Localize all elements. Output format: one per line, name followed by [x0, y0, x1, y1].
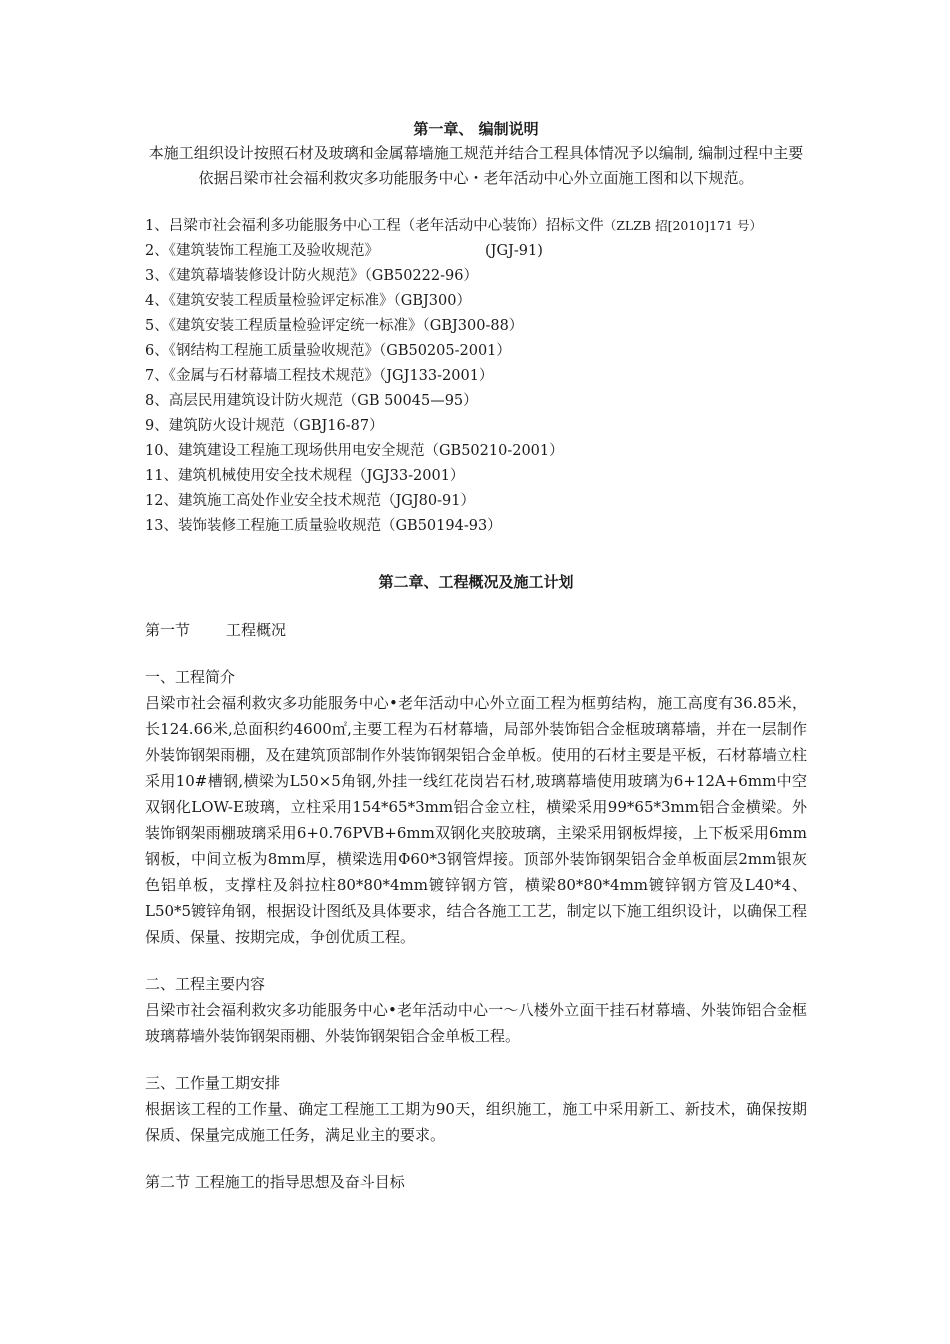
document-content — [145, 118, 807, 1195]
reference-name: 4、《建筑安装工程质量检验评定标准》 — [145, 293, 394, 309]
reference-item — [145, 364, 807, 389]
reference-code: （GB50222-96） — [364, 268, 478, 284]
part2-title: 二、工程主要内容 — [145, 975, 266, 993]
reference-code: （GB50194-93） — [380, 518, 502, 534]
reference-item — [145, 314, 807, 339]
reference-code: （JGJ80-91） — [380, 493, 475, 509]
reference-name: 2、《建筑装饰工程施工及验收规范》 — [145, 243, 379, 259]
reference-code: （GB50205-2001） — [378, 343, 511, 359]
reference-name: 6、《钢结构工程施工质量验收规范》 — [145, 343, 379, 359]
reference-code: （GBJ300） — [393, 293, 471, 309]
reference-item — [145, 414, 807, 439]
reference-list — [145, 213, 807, 539]
reference-item — [145, 389, 807, 414]
reference-item — [145, 489, 807, 514]
part3-title: 三、工作量工期安排 — [145, 1074, 281, 1092]
part1-text: 吕梁市社会福利救灾多功能服务中心•老年活动中心外立面工程为框剪结构，施工高度有36.85米，长124.66米,总面积约4600㎡,主要工程为石材幕墙，局部外装饰铝合金框玻璃幕墙，并在一层制作外装饰钢架雨棚，及在建筑顶部制作外装饰钢架铝合金单板。使用的石材主要是平板，石材幕墙立柱采用10#槽钢,横梁为L50×5角钢,外挂一线红花岗岩石材,玻璃幕墙使用玻璃为6+12A+6mm中空双钢化LOW-E玻璃，立柱采用154*65*3mm铝合金立柱，横梁采用99*65*3mm铝合金横梁。外装饰钢架雨棚玻璃采用6+0.76PVB+6mm双钢化夹胶玻璃，主梁采用钢板焊接，上下板采用6mm钢板，中间立板为8mm厚，横梁选用Φ60*3钢管焊接。顶部外装饰钢架铝合金单板面层2mm银灰色铝单板，支撑柱及斜拉柱80*80*4mm镀锌钢方管，横梁80*80*4mm镀锌钢方管及L40*4、L50*5镀锌角钢，根据设计图纸及具体要求，结合各施工工艺，制定以下施工组织设计，以确保工程保质、保量、按期完成，争创优质工程。 — [145, 694, 807, 946]
reference-item — [145, 339, 807, 364]
chapter1-intro: 本施工组织设计按照石材及玻璃和金属幕墙施工规范并结合工程具体情况予以编制, 编制过程中主要依据吕梁市社会福利救灾多功能服务中心・老年活动中心外立面施工图和以下规范。 — [148, 144, 804, 187]
reference-item — [145, 213, 807, 239]
reference-code: （GBJ16-87） — [284, 418, 384, 434]
reference-item — [145, 514, 807, 539]
reference-code: （GB50210-2001） — [424, 443, 564, 459]
reference-code: （ZLZB 招[2010]171 号） — [603, 218, 762, 233]
reference-name: 8、高层民用建筑设计防火规范 — [145, 393, 343, 409]
reference-name: 3、《建筑幕墙装修设计防火规范》 — [145, 268, 365, 284]
reference-item — [145, 264, 807, 289]
reference-name: 9、建筑防火设计规范 — [145, 418, 285, 434]
reference-name: 10、建筑建设工程施工现场供用电安全规范 — [145, 443, 425, 459]
chapter2-title: 第二章、工程概况及施工计划 — [378, 573, 574, 591]
section1-label: 第一节 — [145, 621, 191, 639]
reference-name: 12、建筑施工高处作业安全技术规范 — [145, 493, 381, 509]
reference-code: （GB 50045—95） — [342, 393, 478, 409]
reference-item — [145, 239, 807, 264]
reference-item — [145, 464, 807, 489]
part3-text: 根据该工程的工作量、确定工程施工工期为90天，组织施工，施工中采用新工、新技术，确保按期保质、保量完成施工任务，满足业主的要求。 — [145, 1100, 807, 1144]
reference-name: 13、装饰装修工程施工质量验收规范 — [145, 518, 381, 534]
reference-code: （GBJ300-88） — [422, 318, 524, 334]
part1-title: 一、工程简介 — [145, 668, 236, 686]
reference-code: (JGJ-91) — [484, 243, 543, 259]
section1-title: 工程概况 — [226, 621, 287, 639]
reference-code: （JGJ133-2001） — [378, 368, 494, 384]
part2-text: 吕梁市社会福利救灾多功能服务中心•老年活动中心一～八楼外立面干挂石材幕墙、外装饰铝合金框玻璃幕墙外装饰钢架雨棚、外装饰钢架铝合金单板工程。 — [145, 1001, 807, 1045]
reference-name: 1、吕梁市社会福利多功能服务中心工程（老年活动中心装饰）招标文件 — [145, 218, 604, 234]
reference-name: 7、《金属与石材幕墙工程技术规范》 — [145, 368, 379, 384]
reference-item — [145, 289, 807, 314]
reference-code: （JGJ33-2001） — [351, 468, 465, 484]
section2-title: 第二节 工程施工的指导思想及奋斗目标 — [145, 1173, 405, 1191]
section1-heading — [145, 618, 807, 643]
reference-name: 11、建筑机械使用安全技术规程 — [145, 468, 352, 484]
reference-item — [145, 439, 807, 464]
reference-name: 5、《建筑安装工程质量检验评定统一标准》 — [145, 318, 423, 334]
chapter1-title: 第一章、 编制说明 — [413, 120, 539, 138]
